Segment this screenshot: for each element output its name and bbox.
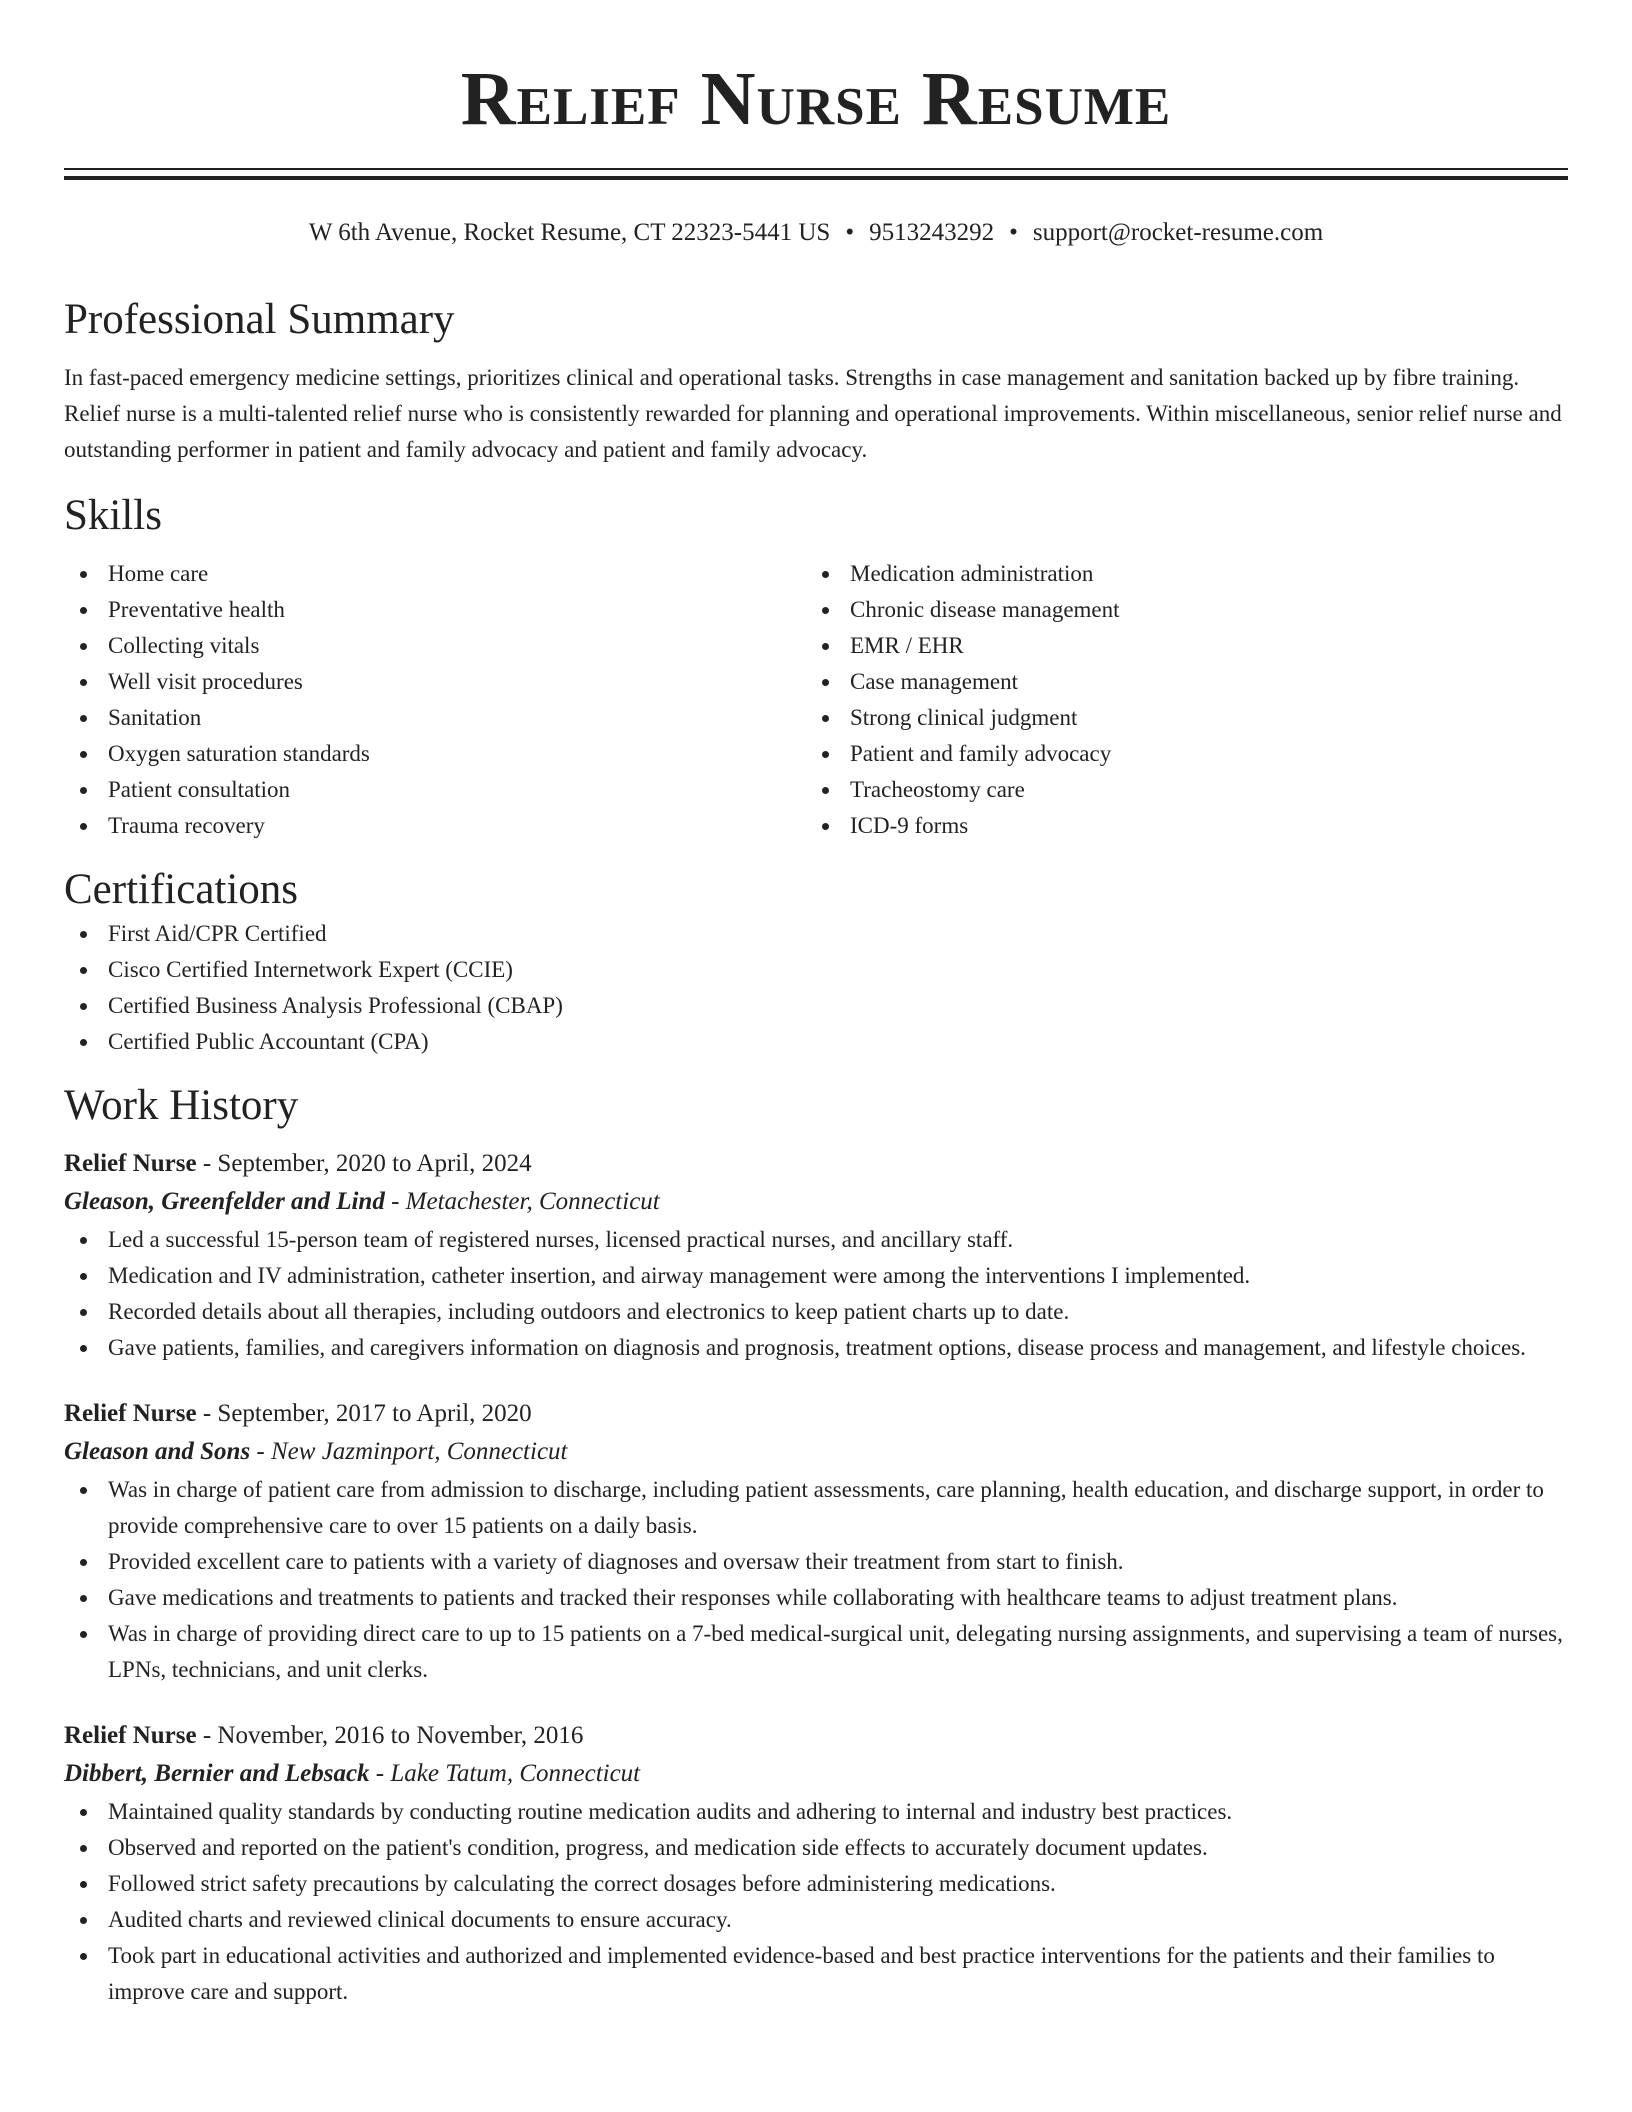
job-entry: [64, 1396, 1568, 1688]
job-bullet: Gave medications and treatments to patients and tracked their responses while collaborating with healthcare teams to adjust treatment plans.: [64, 1580, 1568, 1616]
skill-item: Home care: [64, 556, 806, 592]
job-company-line: [64, 1754, 1568, 1794]
job-entry: [64, 1146, 1568, 1366]
job-bullet: Was in charge of patient care from admission to discharge, including patient assessments, care planning, health education, and discharge support, in order to provide comprehensive care to over 15 patients on a daily basis.: [64, 1472, 1568, 1544]
job-company: Dibbert, Bernier and Lebsack: [64, 1760, 370, 1787]
job-title: Relief Nurse: [64, 1150, 197, 1177]
skill-item: Oxygen saturation standards: [64, 736, 806, 772]
title-rule-thin: [64, 168, 1568, 170]
job-title: Relief Nurse: [64, 1722, 197, 1749]
job-bullet-list: [64, 1222, 1568, 1366]
contact-address: W 6th Avenue, Rocket Resume, CT 22323-5441 US: [308, 219, 831, 246]
work-history-heading: Work History: [64, 1082, 299, 1129]
contact-phone: 9513243292: [869, 219, 995, 246]
work-history-list: [64, 1146, 1568, 2010]
skills-column-left: [64, 556, 806, 844]
contact-separator: •: [845, 219, 855, 246]
summary-heading: Professional Summary: [64, 296, 455, 343]
job-company: Gleason and Sons: [64, 1438, 251, 1465]
job-dates: - September, 2017 to April, 2020: [196, 1400, 532, 1427]
job-bullet: Led a successful 15-person team of registered nurses, licensed practical nurses, and ancillary staff.: [64, 1222, 1568, 1258]
certifications-heading: Certifications: [64, 866, 299, 913]
skills-columns: [64, 556, 1568, 844]
skill-item: ICD-9 forms: [806, 808, 1548, 844]
job-bullet: Gave patients, families, and caregivers information on diagnosis and prognosis, treatment options, disease process and management, and lifestyle choices.: [64, 1330, 1568, 1366]
resume-title: Relief Nurse Resume: [460, 57, 1172, 141]
job-dates: - September, 2020 to April, 2024: [196, 1150, 532, 1177]
skill-item: Collecting vitals: [64, 628, 806, 664]
job-bullet-list: [64, 1794, 1568, 2010]
job-bullet: Took part in educational activities and authorized and implemented evidence-based and best practice interventions for the patients and their families to improve care and support.: [64, 1938, 1568, 2010]
skills-list-right: [806, 556, 1548, 844]
skill-item: Trauma recovery: [64, 808, 806, 844]
skills-list-left: [64, 556, 806, 844]
skill-item: Preventative health: [64, 592, 806, 628]
job-bullet: Maintained quality standards by conducting routine medication audits and adhering to internal and industry best practices.: [64, 1794, 1568, 1830]
skill-item: Chronic disease management: [806, 592, 1548, 628]
resume-page: [64, 0, 1568, 2010]
certifications-list: [64, 916, 1568, 1060]
job-location: - New Jazminport, Connecticut: [250, 1438, 568, 1465]
certification-item: Certified Public Accountant (CPA): [64, 1024, 1568, 1060]
certification-item: First Aid/CPR Certified: [64, 916, 1568, 952]
certification-item: Cisco Certified Internetwork Expert (CCIE): [64, 952, 1568, 988]
skill-item: Tracheostomy care: [806, 772, 1548, 808]
job-bullet-list: [64, 1472, 1568, 1688]
contact-separator: •: [1009, 219, 1018, 246]
job-bullet: Followed strict safety precautions by calculating the correct dosages before administering medications.: [64, 1866, 1568, 1902]
job-title-line: [64, 1718, 1568, 1754]
job-title: Relief Nurse: [64, 1400, 197, 1427]
skill-item: Case management: [806, 664, 1548, 700]
job-bullet: Was in charge of providing direct care to up to 15 patients on a 7-bed medical-surgical unit, delegating nursing assignments, and supervising a team of nurses, LPNs, technicians, and unit clerks.: [64, 1616, 1568, 1688]
job-bullet: Provided excellent care to patients with a variety of diagnoses and oversaw their treatment from start to finish.: [64, 1544, 1568, 1580]
contact-email: support@rocket-resume.com: [1032, 219, 1324, 246]
skills-column-right: [806, 556, 1548, 844]
job-company: Gleason, Greenfelder and Lind: [64, 1188, 385, 1215]
title-rule-thick: [64, 176, 1568, 180]
skill-item: Well visit procedures: [64, 664, 806, 700]
skills-heading: Skills: [64, 492, 162, 539]
skill-item: EMR / EHR: [806, 628, 1548, 664]
job-title-line: [64, 1146, 1568, 1182]
job-bullet: Audited charts and reviewed clinical documents to ensure accuracy.: [64, 1902, 1568, 1938]
job-location: - Metachester, Connecticut: [384, 1188, 660, 1215]
skill-item: Patient consultation: [64, 772, 806, 808]
skill-item: Strong clinical judgment: [806, 700, 1548, 736]
job-bullet: Recorded details about all therapies, including outdoors and electronics to keep patient charts up to date.: [64, 1294, 1568, 1330]
skill-item: Sanitation: [64, 700, 806, 736]
job-bullet: Medication and IV administration, catheter insertion, and airway management were among the interventions I implemented.: [64, 1258, 1568, 1294]
job-title-line: [64, 1396, 1568, 1432]
job-dates: - November, 2016 to November, 2016: [196, 1722, 584, 1749]
skill-item: Medication administration: [806, 556, 1548, 592]
job-bullet: Observed and reported on the patient's condition, progress, and medication side effects to accurately document updates.: [64, 1830, 1568, 1866]
job-company-line: [64, 1182, 1568, 1222]
contact-line: [64, 218, 1568, 248]
job-location: - Lake Tatum, Connecticut: [369, 1760, 641, 1787]
skill-item: Patient and family advocacy: [806, 736, 1548, 772]
summary-text: In fast-paced emergency medicine settings, prioritizes clinical and operational tasks. Strengths in case management and sanitation backed up by fibre training. Relief nurse is a multi-talented relief nurse who is consistently rewarded for planning and operational improvements. Within miscellaneous, senior relief nurse and outstanding performer in patient and family advocacy and patient and family advocacy.: [64, 365, 1562, 462]
job-entry: [64, 1718, 1568, 2010]
certification-item: Certified Business Analysis Professional (CBAP): [64, 988, 1568, 1024]
job-company-line: [64, 1432, 1568, 1472]
